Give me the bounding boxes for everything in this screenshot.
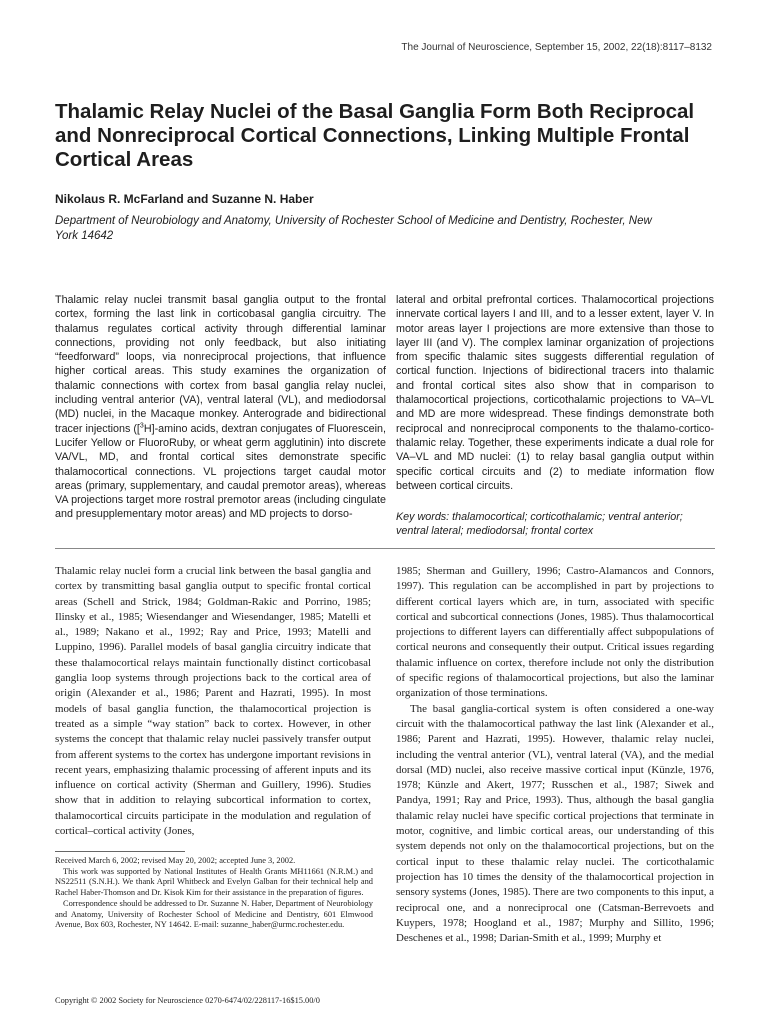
keywords: Key words: thalamocortical; corticothalamic; ventral anterior; ventral lateral; mediodorsal; frontal cortex [396,511,683,538]
intro-paragraph-1: Thalamic relay nuclei form a crucial link between the basal ganglia and cortex by transmitting basal ganglia output to specific frontal cortical areas (Schell and Strick, 1984; Goldman-Rakic and Porrino, 1985; Ilinsky et al., 1985; Wiesendanger and Wiesendanger, 1985; Matelli et al., 1989; Nakano et al., 1992; Ray and Price, 1993; Matelli and Luppino, 1996). Parallel models of basal ganglia circuitry indicate that these thalamocortical relays maintain functionally distinct corticobasal ganglia loop systems through projections back to the cortical area of origin (Alexander et al., 1986; Parent and Hazrati, 1995). In most models of basal ganglia function, the thalamocortical projection is treated as a simple “way station” back to cortex. However, in other systems the concept that thalamic relay nuclei passively transfer output from afferent systems to the cortex has undergone important revisions in recent years, emphasizing thalamic processing of afferent inputs and its influence on cortical activity (Sherman and Guillery, 1996). Studies show that in addition to relaying subcortical information to cortex, thalamocortical circuits participate in the modulation and regulation of cortical–cortical activity (Jones, [55,565,371,838]
funding-acknowledgment: This work was supported by National Institutes of Health Grants MH11661 (N.R.M.) and NS22511 (S.N.H.). We thank April Whitbeck and Evelyn Galban for their technical help and Rachel Haber-Thomson and Dr. Kisok Kim for their assistance in the preparation of figures. [55,866,373,898]
received-dates: Received March 6, 2002; revised May 20, 2002; accepted June 3, 2002. [55,856,296,865]
abstract-left-column [55,293,386,522]
abstract-text-part-1: Thalamic relay nuclei transmit basal ganglia output to the frontal cortex, forming the last link in corticobasal ganglia circuitry. The thalamus regulates cortical activity through differential laminar connections, providing not only feedback, but also initiating “feedforward” loops, via nonreciprocal projections, that influence higher cortical areas. This study examines the organization of thalamic connections with cortex from basal ganglia relay nuclei, including ventral anterior (VA), ventral lateral (VL), and mediodorsal (MD) nuclei, in the Macaque monkey. Anterograde and bidirectional tracer injections ([ [55,294,386,435]
article-title: Thalamic Relay Nuclei of the Basal Ganglia Form Both Reciprocal and Nonreciprocal Cortical Connections, Linking Multiple Frontal Cortical Areas [55,100,695,171]
body-right-column [396,564,714,946]
copyright-line: Copyright © 2002 Society for Neuroscience 0270-6474/02/228117-16$15.00/0 [55,996,320,1005]
superscript-isotope: 3 [139,422,144,430]
intro-paragraph-1-continued: 1985; Sherman and Guillery, 1996; Castro-Alamancos and Connors, 1997). This regulation can be accomplished in part by projections to different cortical layers which are, in turn, associated with specific cortical and subcortical connections (Jones, 1985). Thus thalamocortical projections to different layers can differentially affect subpopulations of cortical neurons and consequently their output. Critical issues regarding thalamic influence on cortex, therefore include not only the distribution of specific regions of thalamocortical projections, but also the laminar organization of those terminations. [396,565,714,700]
correspondence-note: Correspondence should be addressed to Dr. Suzanne N. Haber, Department of Neurobiology and Anatomy, University of Rochester School of Medicine and Dentistry, 601 Elmwood Avenue, Box 603, Rochester, NY 14642. E-mail: suzanne_haber@urmc.rochester.edu. [55,898,373,930]
affiliation: Department of Neurobiology and Anatomy, University of Rochester School of Medicine and Dentistry, Rochester, New York 14642 [55,215,652,242]
footnotes [55,856,373,931]
abstract-text-part-2: H]-amino acids, dextran conjugates of Fluorescein, Lucifer Yellow or FluoroRuby, or wheat germ agglutinin) into discrete VA/VL, MD, and frontal cortical sites demonstrate specific thalamocortical connections. VL projections target caudal motor areas (primary, supplementary, and caudal premotor areas), whereas VA projections target more rostral premotor areas (including cingulate and presupplementary motor areas) and MD projects to dorso- [55,422,386,521]
section-divider [55,548,715,549]
abstract-right-column: lateral and orbital prefrontal cortices. Thalamocortical projections innervate cortical layers I and III, and to a lesser extent, layer V. In motor areas layer I projections are more extensive than those to layer III (and V). The complex laminar organization of projections from specific thalamic sites suggests differential regulation of cortical function. Injections of bidirectional tracers into thalamic and frontal cortical sites also show that in comparison to thalamocortical projections, corticothalamic projections to VA–VL and MD are more widespread. These findings demonstrate both reciprocal and nonreciprocal components to the thalamo-cortico-thalamic relay. Together, these experiments indicate a dual role for VA–VL and MD nuclei: (1) to relay basal ganglia output within specific cortical circuits and (2) to mediate information flow between cortical circuits. [396,294,714,492]
body-left-column [55,564,371,839]
intro-paragraph-2: The basal ganglia-cortical system is often considered a one-way circuit with the thalamocortical pathway the last link (Alexander et al., 1986; Parent and Hazrati, 1995). However, thalamic relay nuclei, including the ventral anterior (VL), ventral lateral (VA), and the medial dorsal (MD) nuclei, also receive massive cortical input (Künzle, 1976, 1978; Künzle and Akert, 1977; Russchen et al., 1987; Siwek and Pandya, 1991; Ray and Price, 1993). Thus, although the basal ganglia thalamic relay nuclei have specific cortical projections that terminate in motor, cognitive, and limbic cortical areas, our understanding of this system depends not only on the thalamocortical projections, but on the cortical input to these thalamic relay nuclei. The corticothalamic projection has 10 times the density of the thalamocortical projection in sensory systems (Jones, 1985). There are two components to this input, a reciprocal one, and a nonreciprocal one (Catsman-Berrevoets and Kuypers, 1978; Hoogland et al., 1987; Murphy and Sillito, 1996; Deschenes et al., 1998; Darian-Smith et al., 1999; Murphy et [396,702,714,945]
footnote-divider [55,851,185,852]
author-list: Nikolaus R. McFarland and Suzanne N. Haber [55,192,314,206]
journal-header: The Journal of Neuroscience, September 15, 2002, 22(18):8117–8132 [401,42,712,53]
